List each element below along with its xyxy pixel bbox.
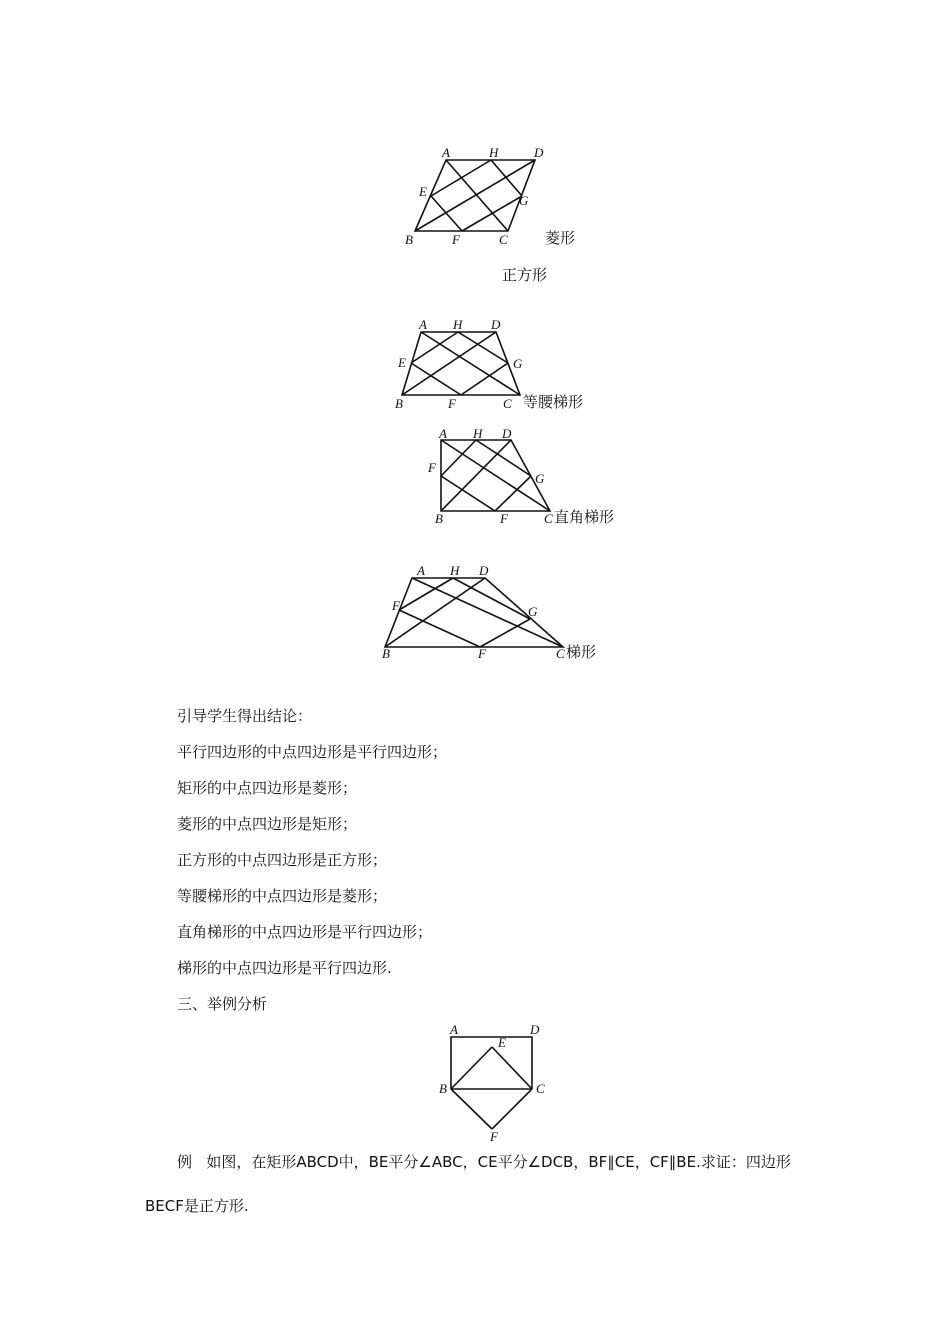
- midpoint-hg: [491, 160, 522, 196]
- label-a: A: [450, 1022, 458, 1037]
- caption-trapezoid: 梯形: [566, 643, 597, 661]
- example-label: 例: [177, 1153, 193, 1171]
- label-f: F: [448, 396, 456, 411]
- label-f-left: F: [392, 598, 400, 613]
- label-b: B: [439, 1081, 447, 1096]
- midpoint-fg: [462, 196, 522, 231]
- label-d: D: [479, 563, 489, 578]
- conclusion-2: 矩形的中点四边形是菱形；: [177, 779, 358, 797]
- segment-bf: [451, 1089, 492, 1129]
- label-b: B: [435, 511, 443, 526]
- label-a: A: [442, 145, 450, 160]
- midpoint-eh: [411, 332, 458, 363]
- caption-right-trapezoid: 直角梯形: [554, 508, 615, 526]
- conclusion-7: 梯形的中点四边形是平行四边形.: [177, 959, 392, 977]
- conclusion-5: 等腰梯形的中点四边形是菱形；: [177, 887, 388, 905]
- caption-rhombus: 菱形: [545, 229, 576, 247]
- label-h: H: [450, 563, 460, 578]
- figure-right-trapezoid: [420, 426, 630, 536]
- label-h: H: [453, 317, 463, 332]
- label-f-bottom: F: [478, 646, 486, 661]
- label-a: A: [419, 317, 427, 332]
- label-b: B: [395, 396, 403, 411]
- label-c: C: [556, 646, 565, 661]
- label-f-left: F: [428, 460, 436, 475]
- midpoint-fh: [441, 440, 476, 476]
- label-e: E: [498, 1035, 506, 1050]
- label-c: C: [499, 232, 508, 247]
- diagonal-bd: [441, 440, 511, 511]
- label-d: D: [530, 1022, 540, 1037]
- diagonal-bd: [402, 332, 496, 395]
- segment-fc: [492, 1089, 532, 1129]
- example-body: 如图，在矩形ABCD中，BE平分∠ABC，CE平分∠DCB，BF∥CE，CF∥BE.求证：四边形BECF是正方形.: [145, 1153, 791, 1215]
- midpoint-ff: [441, 476, 495, 511]
- label-a: A: [417, 563, 425, 578]
- label-f: F: [490, 1129, 498, 1144]
- label-e: E: [419, 184, 427, 199]
- figure-trapezoid: [370, 562, 620, 672]
- diagonal-ac: [421, 332, 520, 395]
- label-h: H: [473, 426, 483, 441]
- midpoint-ef: [431, 196, 462, 231]
- segment-ec: [492, 1047, 532, 1089]
- conclusion-6: 直角梯形的中点四边形是平行四边形；: [177, 923, 433, 941]
- figure-example: [430, 1020, 560, 1150]
- figure-rhombus: [395, 140, 595, 260]
- label-c: C: [544, 511, 553, 526]
- diagonal-ac: [446, 160, 508, 231]
- label-g: G: [519, 193, 529, 208]
- midpoint-fg: [480, 619, 530, 647]
- label-e: E: [398, 355, 406, 370]
- trapezoid-outline: [402, 332, 520, 395]
- midpoint-hg: [458, 332, 508, 363]
- label-g: G: [528, 604, 538, 619]
- rectangle-outline: [451, 1037, 532, 1089]
- section-heading: 三、举例分析: [177, 995, 268, 1013]
- conclusion-1: 平行四边形的中点四边形是平行四边形；: [177, 743, 448, 761]
- conclusion-3: 菱形的中点四边形是矩形；: [177, 815, 358, 833]
- intro-line: 引导学生得出结论：: [177, 707, 313, 725]
- label-b: B: [382, 646, 390, 661]
- caption-square: 正方形: [502, 266, 548, 284]
- label-g: G: [513, 356, 523, 371]
- label-c: C: [536, 1081, 545, 1096]
- label-g: G: [535, 471, 545, 486]
- conclusion-4: 正方形的中点四边形是正方形；: [177, 851, 388, 869]
- midpoint-fg: [461, 363, 508, 395]
- label-d: D: [534, 145, 544, 160]
- label-f: F: [452, 232, 460, 247]
- label-f-bottom: F: [500, 511, 508, 526]
- midpoint-ef: [411, 363, 461, 395]
- example-problem: [145, 1140, 815, 1228]
- label-b: B: [405, 232, 413, 247]
- caption-isosceles-trapezoid: 等腰梯形: [523, 393, 584, 411]
- diagonal-ac: [441, 440, 550, 511]
- label-d: D: [491, 317, 501, 332]
- segment-be: [451, 1047, 492, 1089]
- label-d: D: [502, 426, 512, 441]
- midpoint-fg: [495, 476, 531, 511]
- label-a: A: [439, 426, 447, 441]
- midpoint-hg: [476, 440, 531, 476]
- label-c: C: [503, 396, 512, 411]
- figure-isosceles-trapezoid: [390, 315, 600, 415]
- label-h: H: [489, 145, 499, 160]
